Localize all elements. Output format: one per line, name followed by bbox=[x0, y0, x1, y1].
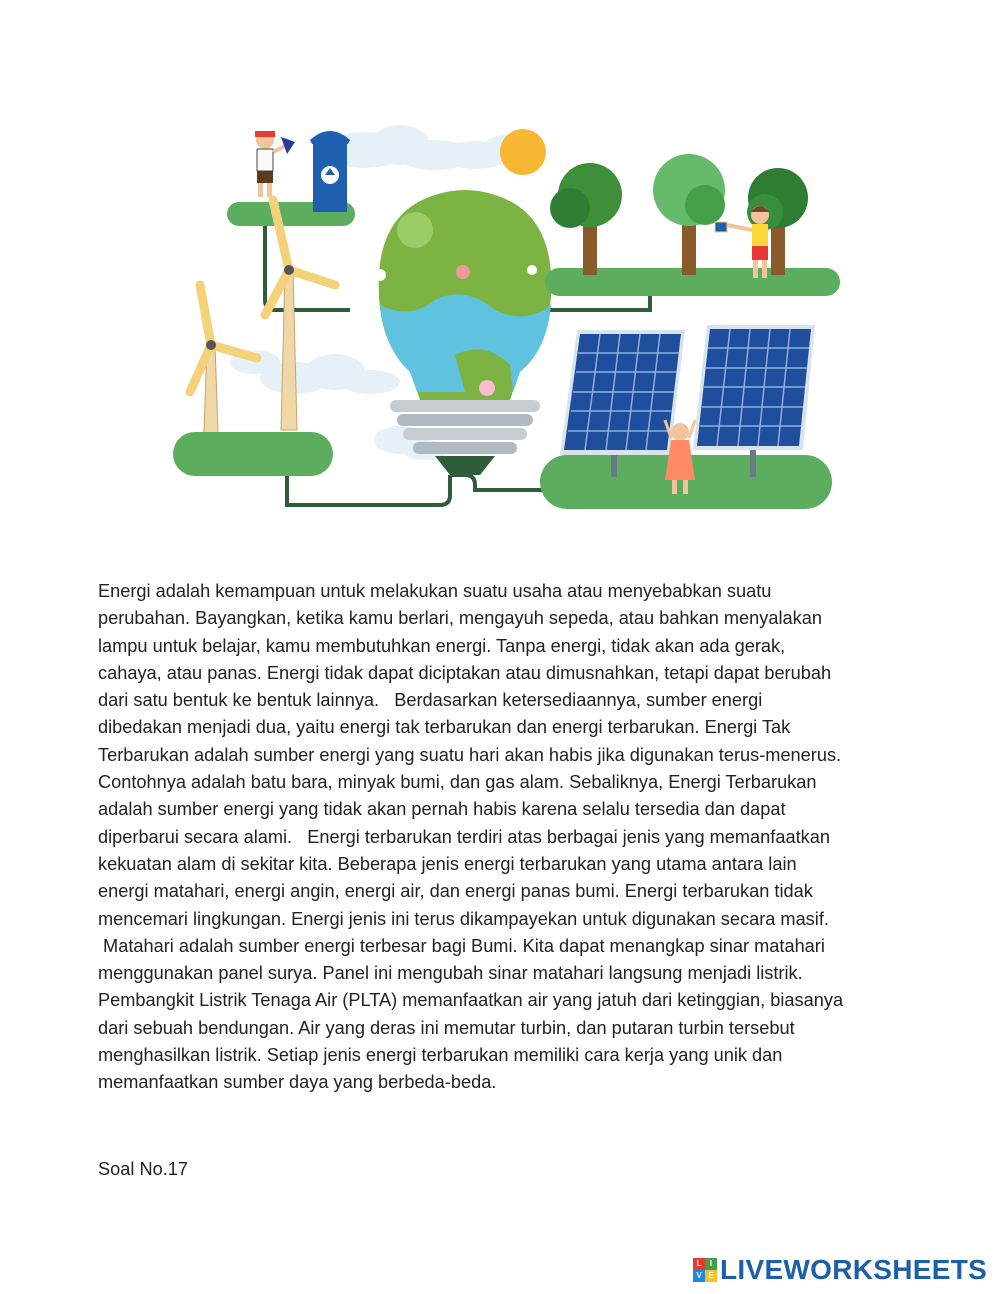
passage-line: dari satu bentuk ke bentuk lainnya. Berdasarkan ketersediaannya, sumber energi bbox=[98, 690, 763, 711]
passage-line: mencemari lingkungan. Energi jenis ini terus dikampayekan untuk digunakan secara masif. bbox=[98, 908, 829, 929]
passage-line: perubahan. Bayangkan, ketika kamu berlari, mengayuh sepeda, atau bahkan menyalakan bbox=[98, 608, 822, 629]
passage-line: Terbarukan adalah sumber energi yang suatu hari akan habis jika digunakan terus-menerus. bbox=[98, 744, 842, 765]
passage-line: diperbarui secara alami. Energi terbarukan terdiri atas berbagai jenis yang memanfaatkan bbox=[98, 826, 830, 847]
logo-letter: L bbox=[693, 1258, 705, 1270]
logo-wordmark: LIVEWORKSHEETS bbox=[720, 1254, 988, 1285]
wind-turbine-icon bbox=[265, 200, 335, 430]
passage-line: menggunakan panel surya. Panel ini mengubah sinar matahari langsung menjadi listrik. bbox=[98, 963, 803, 984]
passage-line: Matahari adalah sumber energi terbesar bagi Bumi. Kita dapat menangkap sinar matahari bbox=[98, 935, 825, 956]
passage-line: Pembangkit Listrik Tenaga Air (PLTA) memanfaatkan air yang jatuh dari ketinggian, biasanya bbox=[98, 990, 844, 1011]
passage-line: dari sebuah bendungan. Air yang deras ini memutar turbin, dan putaran turbin tersebut bbox=[98, 1017, 795, 1038]
solar-panel-icon bbox=[560, 330, 685, 477]
logo-letter: V bbox=[693, 1270, 705, 1282]
passage-line: adalah sumber energi yang tidak akan pernah habis karena selalu tersedia dan dapat bbox=[98, 799, 786, 820]
tree-icon bbox=[653, 154, 725, 275]
boy-figure bbox=[255, 131, 295, 197]
question-number-label: Soal No.17 bbox=[98, 1159, 188, 1179]
sun-icon bbox=[500, 129, 546, 175]
renewable-energy-illustration bbox=[165, 120, 845, 520]
grass-platform bbox=[173, 432, 333, 476]
passage-line: memanfaatkan sumber daya yang berbeda-beda. bbox=[98, 1072, 497, 1093]
solar-panel-icon bbox=[693, 325, 815, 477]
passage-line: Contohnya adalah batu bara, minyak bumi, dan gas alam. Sebaliknya, Energi Terbarukan bbox=[98, 772, 817, 793]
passage-line: dibedakan menjadi dua, yaitu energi tak terbarukan dan energi terbarukan. Energi Tak bbox=[98, 717, 791, 738]
passage-line: energi matahari, energi angin, energi air, dan energi panas bumi. Energi terbarukan tidak bbox=[98, 881, 813, 902]
recycle-bin-icon bbox=[310, 131, 350, 212]
child-watering-figure bbox=[715, 206, 769, 278]
logo-letter: I bbox=[705, 1258, 717, 1270]
passage-line: cahaya, atau panas. Energi tidak dapat diciptakan atau dimusnahkan, tetapi dapat berubah bbox=[98, 662, 832, 683]
passage-line: menghasilkan listrik. Setiap jenis energi terbarukan memiliki cara kerja yang unik dan bbox=[98, 1045, 783, 1066]
passage-line: kekuatan alam di sekitar kita. Beberapa jenis energi terbarukan yang utama antara lain bbox=[98, 853, 797, 874]
passage-line: Energi adalah kemampuan untuk melakukan suatu usaha atau menyebabkan suatu bbox=[98, 581, 772, 601]
liveworksheets-logo-icon bbox=[693, 1258, 717, 1282]
tree-icon bbox=[550, 163, 622, 275]
logo-letter: E bbox=[705, 1270, 717, 1282]
reading-passage bbox=[98, 578, 918, 1097]
passage-line: lampu untuk belajar, kamu membutuhkan energi. Tanpa energi, tidak akan ada gerak, bbox=[98, 635, 786, 656]
liveworksheets-logo[interactable] bbox=[693, 1255, 987, 1285]
